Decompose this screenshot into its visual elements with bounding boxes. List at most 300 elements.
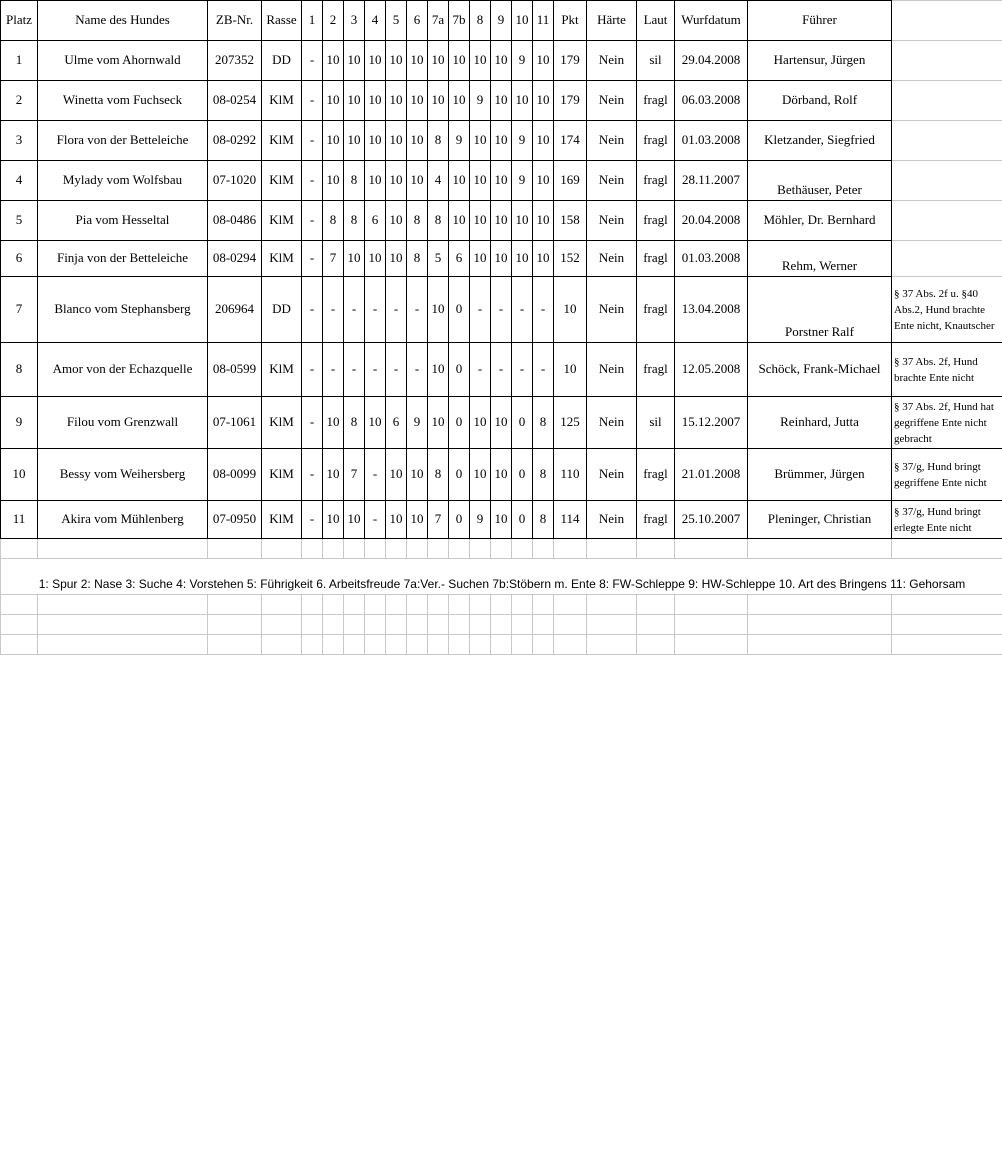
- table-cell: -: [302, 121, 323, 161]
- table-cell: 10: [470, 397, 491, 449]
- table-cell: 6: [386, 397, 407, 449]
- table-cell: Nein: [587, 277, 637, 343]
- table-cell: 169: [554, 161, 587, 201]
- empty-cell: [533, 615, 554, 635]
- table-cell: -: [302, 201, 323, 241]
- empty-cell: [470, 595, 491, 615]
- table-cell: DD: [262, 41, 302, 81]
- empty-cell: [302, 615, 323, 635]
- empty-cell: [512, 539, 533, 559]
- table-cell: 9: [1, 397, 38, 449]
- table-cell: -: [491, 343, 512, 397]
- header-cell-5: 5: [386, 1, 407, 41]
- header-cell-8: 8: [470, 1, 491, 41]
- empty-cell: [675, 539, 748, 559]
- table-cell: 10: [386, 501, 407, 539]
- empty-cell: [386, 635, 407, 655]
- empty-cell: [407, 539, 428, 559]
- header-cell-9: 9: [491, 1, 512, 41]
- table-row: [1, 201, 1002, 241]
- table-cell: 8: [323, 201, 344, 241]
- table-cell: 10: [512, 241, 533, 277]
- table-cell: 9: [512, 161, 533, 201]
- table-cell: 0: [512, 397, 533, 449]
- header-cell-11: 11: [533, 1, 554, 41]
- table-cell: Nein: [587, 449, 637, 501]
- note-cell: [892, 81, 1002, 121]
- table-cell: 10: [428, 397, 449, 449]
- header-cell-pkt: Pkt: [554, 1, 587, 41]
- table-cell: 21.01.2008: [675, 449, 748, 501]
- table-cell: KlM: [262, 161, 302, 201]
- table-cell: Nein: [587, 41, 637, 81]
- table-cell: 07-1061: [208, 397, 262, 449]
- empty-cell: [637, 635, 675, 655]
- table-cell: KlM: [262, 343, 302, 397]
- empty-cell: [208, 615, 262, 635]
- table-cell: 4: [428, 161, 449, 201]
- table-cell: 8: [533, 501, 554, 539]
- table-cell: 179: [554, 81, 587, 121]
- table-cell: 5: [428, 241, 449, 277]
- empty-cell: [533, 635, 554, 655]
- table-cell: 10: [491, 501, 512, 539]
- table-cell: -: [407, 277, 428, 343]
- table-cell: 10: [344, 41, 365, 81]
- table-cell: 10: [512, 81, 533, 121]
- table-cell: 7: [1, 277, 38, 343]
- table-cell: -: [344, 277, 365, 343]
- table-cell: -: [533, 277, 554, 343]
- note-cell: [892, 161, 1002, 201]
- table-cell: 2: [1, 81, 38, 121]
- empty-cell: [470, 539, 491, 559]
- empty-cell: [533, 595, 554, 615]
- empty-cell: [407, 615, 428, 635]
- empty-cell: [302, 595, 323, 615]
- header-cell-rasse: Rasse: [262, 1, 302, 41]
- table-cell: 4: [1, 161, 38, 201]
- table-cell: 08-0294: [208, 241, 262, 277]
- table-cell: 08-0599: [208, 343, 262, 397]
- header-row: [1, 1, 1002, 41]
- header-cell-7a: 7a: [428, 1, 449, 41]
- empty-cell: [428, 635, 449, 655]
- table-cell: 6: [449, 241, 470, 277]
- table-cell: -: [302, 449, 323, 501]
- table-cell: DD: [262, 277, 302, 343]
- empty-cell: [748, 635, 892, 655]
- table-cell: KlM: [262, 121, 302, 161]
- empty-cell: [407, 595, 428, 615]
- table-cell: fragl: [637, 201, 675, 241]
- table-row: [1, 81, 1002, 121]
- table-cell: 10: [323, 397, 344, 449]
- empty-cell: [365, 635, 386, 655]
- empty-cell: [637, 595, 675, 615]
- empty-cell: [386, 615, 407, 635]
- table-cell: 10: [323, 449, 344, 501]
- table-cell: Möhler, Dr. Bernhard: [748, 201, 892, 241]
- table-cell: 10: [323, 81, 344, 121]
- table-cell: 10: [491, 241, 512, 277]
- table-cell: 8: [1, 343, 38, 397]
- table-cell: 10: [449, 81, 470, 121]
- table-cell: 7: [428, 501, 449, 539]
- empty-row: [1, 539, 1002, 559]
- table-cell: Nein: [587, 501, 637, 539]
- table-cell: Blanco vom Stephansberg: [38, 277, 208, 343]
- table-cell: 10: [407, 81, 428, 121]
- table-cell: fragl: [637, 501, 675, 539]
- empty-cell: [587, 595, 637, 615]
- table-cell: fragl: [637, 121, 675, 161]
- note-cell: [892, 121, 1002, 161]
- table-cell: 29.04.2008: [675, 41, 748, 81]
- table-cell: 10: [344, 81, 365, 121]
- table-cell: Rehm, Werner: [748, 241, 892, 277]
- table-cell: 8: [428, 121, 449, 161]
- table-cell: Winetta vom Fuchseck: [38, 81, 208, 121]
- table-cell: 08-0099: [208, 449, 262, 501]
- table-cell: 10: [470, 161, 491, 201]
- note-cell: § 37/g, Hund bringt erlegte Ente nicht: [892, 501, 1002, 539]
- table-cell: 10: [470, 201, 491, 241]
- table-cell: 12.05.2008: [675, 343, 748, 397]
- table-cell: Nein: [587, 121, 637, 161]
- table-cell: 8: [344, 201, 365, 241]
- empty-cell: [587, 615, 637, 635]
- empty-cell: [554, 635, 587, 655]
- table-cell: Pia vom Hesseltal: [38, 201, 208, 241]
- table-cell: 10: [449, 201, 470, 241]
- table-cell: 10: [533, 241, 554, 277]
- table-cell: 152: [554, 241, 587, 277]
- table-cell: -: [512, 343, 533, 397]
- table-cell: -: [470, 343, 491, 397]
- table-cell: 10: [491, 201, 512, 241]
- empty-cell: [344, 635, 365, 655]
- table-cell: Nein: [587, 201, 637, 241]
- table-cell: -: [386, 343, 407, 397]
- empty-cell: [262, 615, 302, 635]
- table-cell: Reinhard, Jutta: [748, 397, 892, 449]
- empty-row: [1, 595, 1002, 615]
- table-cell: -: [365, 343, 386, 397]
- table-cell: 9: [470, 81, 491, 121]
- table-cell: 10: [386, 449, 407, 501]
- table-cell: 10: [533, 81, 554, 121]
- empty-cell: [637, 539, 675, 559]
- empty-cell: [208, 635, 262, 655]
- table-cell: Nein: [587, 161, 637, 201]
- table-cell: 114: [554, 501, 587, 539]
- table-cell: 7: [323, 241, 344, 277]
- table-cell: 10: [323, 121, 344, 161]
- table-cell: 10: [470, 41, 491, 81]
- empty-cell: [1, 595, 38, 615]
- table-cell: 01.03.2008: [675, 241, 748, 277]
- table-cell: 9: [470, 501, 491, 539]
- empty-cell: [365, 615, 386, 635]
- table-cell: 9: [512, 41, 533, 81]
- empty-cell: [491, 539, 512, 559]
- table-cell: 15.12.2007: [675, 397, 748, 449]
- table-cell: 10: [365, 121, 386, 161]
- table-cell: 10: [470, 121, 491, 161]
- table-cell: 10: [344, 241, 365, 277]
- empty-cell: [554, 615, 587, 635]
- table-cell: fragl: [637, 161, 675, 201]
- empty-cell: [262, 635, 302, 655]
- table-cell: 0: [449, 501, 470, 539]
- empty-cell: [554, 595, 587, 615]
- table-cell: 10: [533, 41, 554, 81]
- table-cell: 10: [386, 241, 407, 277]
- table-cell: 7: [344, 449, 365, 501]
- empty-cell: [262, 595, 302, 615]
- table-row: [1, 41, 1002, 81]
- empty-row: [1, 615, 1002, 635]
- table-cell: 10: [365, 41, 386, 81]
- empty-cell: [449, 595, 470, 615]
- empty-cell: [748, 539, 892, 559]
- table-cell: 8: [428, 449, 449, 501]
- empty-cell: [892, 635, 1002, 655]
- table-cell: 10: [449, 161, 470, 201]
- table-cell: 207352: [208, 41, 262, 81]
- table-cell: 10: [491, 449, 512, 501]
- note-cell: § 37 Abs. 2f u. §40 Abs.2, Hund brachte Ente nicht, Knautscher: [892, 277, 1002, 343]
- table-cell: 28.11.2007: [675, 161, 748, 201]
- table-cell: 25.10.2007: [675, 501, 748, 539]
- empty-cell: [302, 539, 323, 559]
- table-cell: 0: [449, 277, 470, 343]
- table-cell: 8: [533, 449, 554, 501]
- table-cell: Brümmer, Jürgen: [748, 449, 892, 501]
- table-cell: -: [386, 277, 407, 343]
- table-row: [1, 343, 1002, 397]
- table-cell: 6: [1, 241, 38, 277]
- empty-cell: [491, 635, 512, 655]
- table-cell: 10: [407, 449, 428, 501]
- header-cell-platz: Platz: [1, 1, 38, 41]
- table-cell: 10: [365, 161, 386, 201]
- table-cell: 10: [533, 161, 554, 201]
- table-cell: -: [302, 501, 323, 539]
- table-cell: -: [323, 343, 344, 397]
- empty-cell: [323, 595, 344, 615]
- table-cell: 1: [1, 41, 38, 81]
- table-cell: 10: [386, 161, 407, 201]
- table-cell: Mylady vom Wolfsbau: [38, 161, 208, 201]
- table-cell: fragl: [637, 343, 675, 397]
- table-cell: 10: [365, 397, 386, 449]
- table-cell: 10: [428, 343, 449, 397]
- empty-cell: [428, 539, 449, 559]
- table-cell: 0: [449, 343, 470, 397]
- table-cell: 0: [512, 449, 533, 501]
- table-cell: -: [302, 277, 323, 343]
- table-cell: 206964: [208, 277, 262, 343]
- empty-cell: [386, 539, 407, 559]
- empty-cell: [675, 635, 748, 655]
- empty-cell: [512, 615, 533, 635]
- table-row: [1, 161, 1002, 201]
- note-cell: § 37/g, Hund bringt gegriffene Ente nicht: [892, 449, 1002, 501]
- table-cell: 0: [512, 501, 533, 539]
- table-cell: 9: [512, 121, 533, 161]
- empty-cell: [512, 595, 533, 615]
- empty-cell: [323, 635, 344, 655]
- empty-cell: [428, 615, 449, 635]
- table-cell: 10: [344, 501, 365, 539]
- table-row: [1, 397, 1002, 449]
- table-cell: 8: [407, 201, 428, 241]
- table-cell: 07-1020: [208, 161, 262, 201]
- empty-cell: [344, 539, 365, 559]
- header-cell-7b: 7b: [449, 1, 470, 41]
- empty-cell: [892, 539, 1002, 559]
- table-cell: sil: [637, 397, 675, 449]
- table-cell: 10: [491, 121, 512, 161]
- table-cell: KlM: [262, 397, 302, 449]
- empty-cell: [748, 595, 892, 615]
- header-cell-3: 3: [344, 1, 365, 41]
- table-cell: 10: [1, 449, 38, 501]
- table-cell: 13.04.2008: [675, 277, 748, 343]
- table-cell: 10: [386, 201, 407, 241]
- empty-cell: [892, 615, 1002, 635]
- table-cell: 8: [533, 397, 554, 449]
- table-cell: KlM: [262, 241, 302, 277]
- empty-cell: [323, 615, 344, 635]
- header-cell-fuehrer: Führer: [748, 1, 892, 41]
- empty-cell: [470, 615, 491, 635]
- table-cell: 8: [407, 241, 428, 277]
- table-cell: 0: [449, 449, 470, 501]
- table-cell: KlM: [262, 501, 302, 539]
- table-cell: -: [512, 277, 533, 343]
- table-cell: Amor von der Echazquelle: [38, 343, 208, 397]
- table-cell: 3: [1, 121, 38, 161]
- table-cell: Dörband, Rolf: [748, 81, 892, 121]
- table-cell: Nein: [587, 241, 637, 277]
- empty-cell: [38, 635, 208, 655]
- table-cell: Filou vom Grenzwall: [38, 397, 208, 449]
- empty-cell: [449, 615, 470, 635]
- table-cell: Schöck, Frank-Michael: [748, 343, 892, 397]
- table-cell: 10: [365, 81, 386, 121]
- table-cell: 6: [365, 201, 386, 241]
- note-cell: § 37 Abs. 2f, Hund hat gegriffene Ente nicht gebracht: [892, 397, 1002, 449]
- empty-cell: [428, 595, 449, 615]
- table-cell: 10: [323, 41, 344, 81]
- empty-cell: [407, 635, 428, 655]
- table-cell: -: [302, 161, 323, 201]
- table-cell: -: [407, 343, 428, 397]
- empty-cell: [262, 539, 302, 559]
- header-cell-haerte: Härte: [587, 1, 637, 41]
- table-cell: 110: [554, 449, 587, 501]
- table-cell: Nein: [587, 397, 637, 449]
- empty-cell: [675, 595, 748, 615]
- table-cell: 10: [554, 343, 587, 397]
- table-cell: 06.03.2008: [675, 81, 748, 121]
- table-cell: sil: [637, 41, 675, 81]
- empty-cell: [533, 539, 554, 559]
- table-cell: 10: [407, 41, 428, 81]
- table-cell: 10: [344, 121, 365, 161]
- empty-cell: [344, 615, 365, 635]
- empty-cell: [386, 595, 407, 615]
- table-cell: 10: [491, 161, 512, 201]
- table-cell: 8: [344, 161, 365, 201]
- note-cell: [892, 41, 1002, 81]
- empty-cell: [302, 635, 323, 655]
- table-cell: Finja von der Betteleiche: [38, 241, 208, 277]
- table-cell: 10: [554, 277, 587, 343]
- table-row: [1, 449, 1002, 501]
- header-cell-10: 10: [512, 1, 533, 41]
- table-cell: 10: [323, 161, 344, 201]
- empty-cell: [38, 615, 208, 635]
- table-cell: -: [302, 397, 323, 449]
- table-cell: -: [470, 277, 491, 343]
- empty-cell: [344, 595, 365, 615]
- table-cell: fragl: [637, 449, 675, 501]
- empty-cell: [365, 539, 386, 559]
- empty-cell: [587, 539, 637, 559]
- header-cell-laut: Laut: [637, 1, 675, 41]
- table-cell: 10: [449, 41, 470, 81]
- table-cell: -: [491, 277, 512, 343]
- table-cell: -: [302, 241, 323, 277]
- table-cell: 07-0950: [208, 501, 262, 539]
- table-cell: 10: [491, 81, 512, 121]
- table-cell: KlM: [262, 449, 302, 501]
- table-cell: Bessy vom Weihersberg: [38, 449, 208, 501]
- table-cell: Flora von der Betteleiche: [38, 121, 208, 161]
- empty-cell: [512, 635, 533, 655]
- legend-text: 1: Spur 2: Nase 3: Suche 4: Vorstehen 5: Führigkeit 6. Arbeitsfreude 7a:Ver.- Suchen 7b:Stöbern m. Ente 8: FW-Schleppe 9: HW-Schleppe 10. Art des Bringens 11: Gehorsam: [1, 559, 1002, 595]
- empty-cell: [675, 615, 748, 635]
- table-cell: Pleninger, Christian: [748, 501, 892, 539]
- header-cell-zb-nr: ZB-Nr.: [208, 1, 262, 41]
- table-cell: Akira vom Mühlenberg: [38, 501, 208, 539]
- table-cell: 10: [533, 121, 554, 161]
- table-cell: KlM: [262, 81, 302, 121]
- header-cell-1: 1: [302, 1, 323, 41]
- table-row: [1, 277, 1002, 343]
- table-cell: -: [365, 501, 386, 539]
- table-cell: -: [365, 277, 386, 343]
- table-cell: -: [302, 41, 323, 81]
- table-cell: 10: [428, 81, 449, 121]
- empty-cell: [1, 539, 38, 559]
- table-cell: -: [533, 343, 554, 397]
- table-row: [1, 501, 1002, 539]
- table-cell: 10: [428, 41, 449, 81]
- table-cell: 10: [386, 121, 407, 161]
- table-cell: 08-0486: [208, 201, 262, 241]
- table-cell: 10: [491, 397, 512, 449]
- note-cell: [892, 201, 1002, 241]
- empty-cell: [637, 615, 675, 635]
- table-cell: KlM: [262, 201, 302, 241]
- legend-row: [1, 559, 1002, 595]
- table-cell: 10: [386, 81, 407, 121]
